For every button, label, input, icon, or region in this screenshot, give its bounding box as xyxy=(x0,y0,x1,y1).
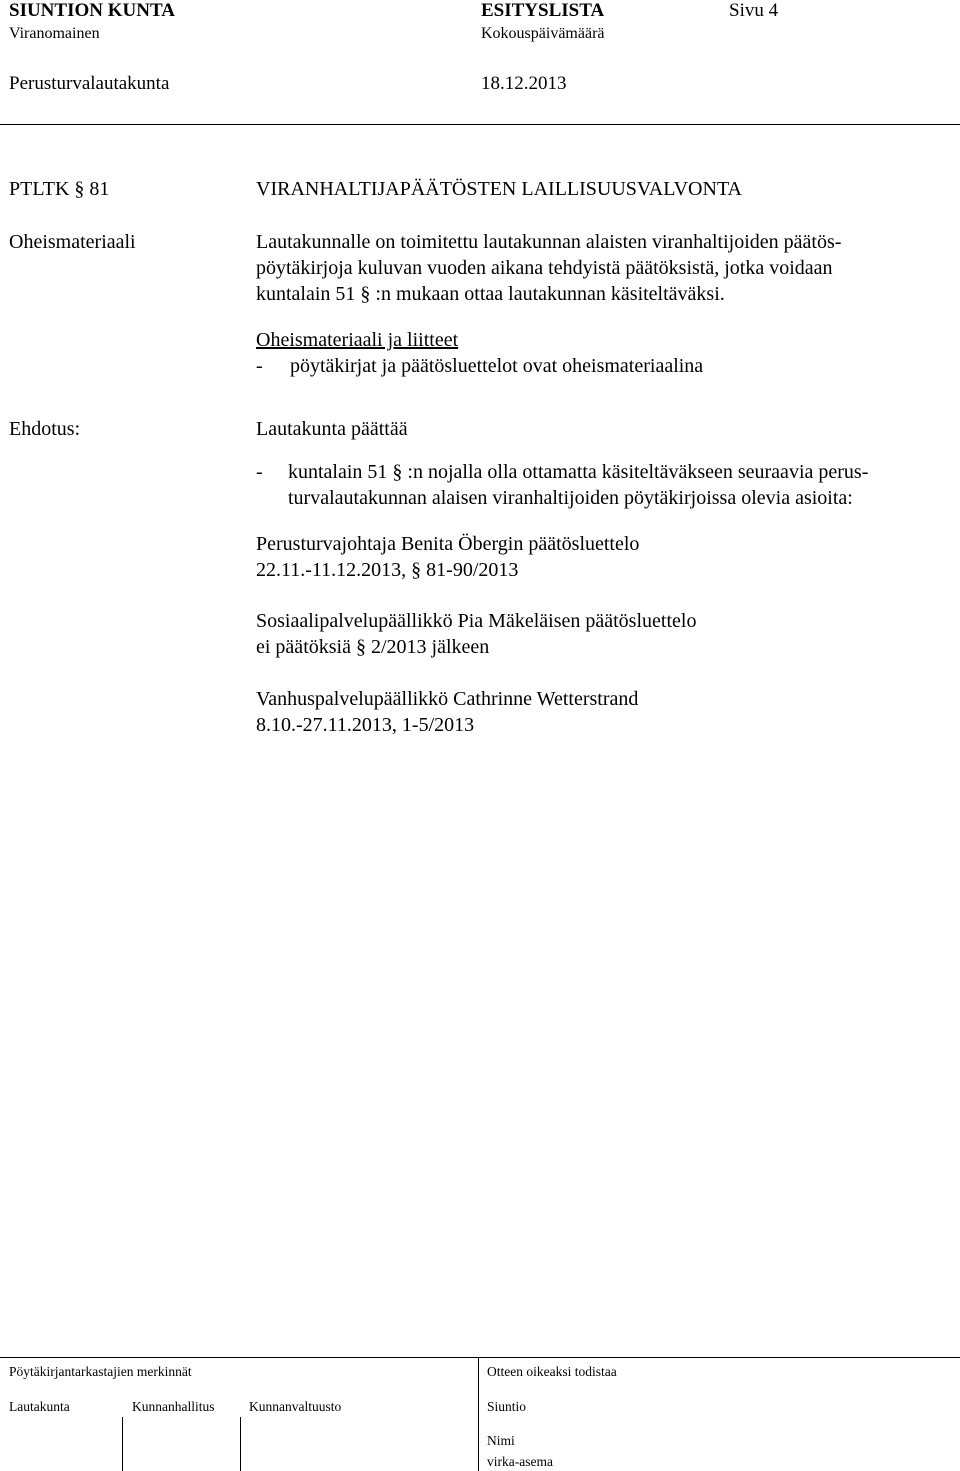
footer-divider xyxy=(0,1357,960,1358)
proposal-heading: Lautakunta päättää xyxy=(256,418,408,440)
decision-list-period: 8.10.-27.11.2013, 1-5/2013 xyxy=(256,714,475,736)
certified-label: Otteen oikeaksi todistaa xyxy=(487,1364,617,1379)
footer-cell-divider xyxy=(240,1417,241,1471)
intro-line: Lautakunnalle on toimitettu lautakunnan alaisten viranhaltijoiden päätös- xyxy=(256,231,842,253)
attachments-heading: Oheismateriaali ja liitteet xyxy=(256,329,459,351)
item-number: PTLTK § 81 xyxy=(9,178,110,200)
intro-line: pöytäkirjoja kuluvan vuoden aikana tehdyistä päätöksistä, jotka voidaan xyxy=(256,257,833,279)
proposal-item-line: kuntalain 51 § :n nojalla olla ottamatta käsiteltäväkseen seuraavia perus- xyxy=(288,461,869,483)
footer-column-divider xyxy=(478,1357,479,1471)
proposal-item-line: turvalautakunnan alaisen viranhaltijoiden pöytäkirjoissa olevia asioita: xyxy=(288,487,853,509)
footer-name-label: Nimi xyxy=(487,1433,515,1448)
attachments-item: pöytäkirjat ja päätösluettelot ovat oheismateriaalina xyxy=(290,355,704,377)
document-type: ESITYSLISTA xyxy=(481,0,605,21)
decision-list-period: ei päätöksiä § 2/2013 jälkeen xyxy=(256,636,490,658)
decision-list-title: Vanhuspalvelupäällikkö Cathrinne Wetterstrand xyxy=(256,688,639,710)
reviewers-label: Pöytäkirjantarkastajien merkinnät xyxy=(9,1364,192,1379)
municipality-name: SIUNTION KUNTA xyxy=(9,0,175,21)
proposal-label: Ehdotus: xyxy=(9,418,81,440)
decision-list-period: 22.11.-11.12.2013, § 81-90/2013 xyxy=(256,559,519,581)
intro-line: kuntalain 51 § :n mukaan ottaa lautakunnan käsiteltäväksi. xyxy=(256,283,725,305)
meeting-date-label: Kokouspäivämäärä xyxy=(481,25,605,42)
decision-list-title: Sosiaalipalvelupäällikkö Pia Mäkeläisen päätösluettelo xyxy=(256,610,697,632)
page-number: Sivu 4 xyxy=(729,0,779,21)
attachments-dash: - xyxy=(256,355,263,377)
footer-title-label: virka-asema xyxy=(487,1454,553,1469)
header-divider xyxy=(0,124,960,125)
decision-list-title: Perusturvajohtaja Benita Öbergin päätösluettelo xyxy=(256,533,640,555)
footer-place: Siuntio xyxy=(487,1399,527,1414)
authority-label: Viranomainen xyxy=(9,25,100,42)
footer-col-kunnanhallitus: Kunnanhallitus xyxy=(132,1399,215,1414)
footer-col-lautakunta: Lautakunta xyxy=(9,1399,70,1414)
background-label: Oheismateriaali xyxy=(9,231,136,253)
authority-name: Perusturvalautakunta xyxy=(9,73,170,94)
proposal-dash: - xyxy=(256,461,263,483)
footer-col-kunnanvaltuusto: Kunnanvaltuusto xyxy=(249,1399,342,1414)
meeting-date: 18.12.2013 xyxy=(481,73,567,94)
footer-cell-divider xyxy=(122,1417,123,1471)
item-title: VIRANHALTIJAPÄÄTÖSTEN LAILLISUUSVALVONTA xyxy=(256,178,742,200)
